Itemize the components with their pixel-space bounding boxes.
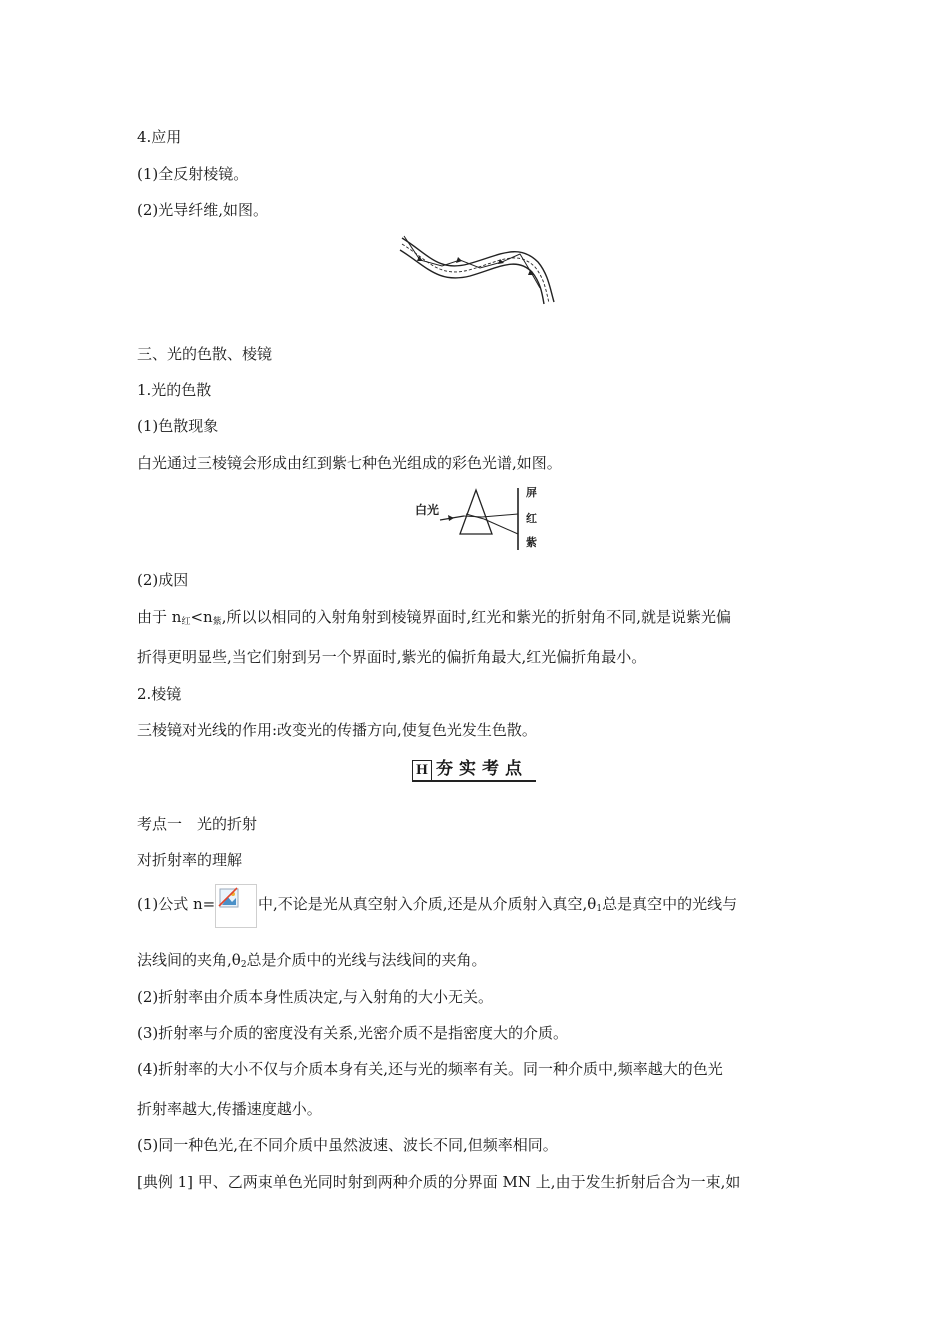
cause-text-c: ,所以以相同的入射角射到棱镜界面时,红光和紫光的折射角不同,就是说紫光偏 [221,608,732,626]
paragraph-cause-2: 折得更明显些,当它们射到另一个界面时,紫光的偏折角最大,红光偏折角最小。 [137,648,647,666]
subheading-refractive-index: 对折射率的理解 [137,851,243,869]
topic-title-refraction: 考点一 光的折射 [137,815,258,833]
normal-text-b: 总是介质中的光线与法线间的夹角。 [246,951,487,969]
cause-text-b: <n [190,608,213,626]
formula-image-placeholder [215,884,257,928]
formula-explanation [258,894,737,919]
paragraph-cause-1 [137,607,731,632]
subscript-red: 红 [181,617,191,627]
formula-lead-text: (1)公式 n= [137,895,216,913]
cause-text-a: 由于 n [137,608,182,626]
paragraph-white-light: 白光通过三棱镜会形成由红到紫七种色光组成的彩色光谱,如图。 [137,454,562,472]
paragraph-normal-angle [137,950,487,975]
heading-application: 4.应用 [137,128,182,146]
prism-dispersion-figure [410,484,550,554]
formula-text-b: 总是真空中的光线与 [602,895,738,913]
banner-underline [412,780,536,782]
paragraph-prism-effect: 三棱镜对光线的作用:改变光的传播方向,使复色光发生色散。 [137,721,537,739]
item-cause: (2)成因 [137,571,189,589]
item-3-density: (3)折射率与介质的密度没有关系,光密介质不是指密度大的介质。 [137,1024,569,1042]
item-5-same-color: (5)同一种色光,在不同介质中虽然波速、波长不同,但频率相同。 [137,1136,558,1154]
section-title-dispersion: 三、光的色散、棱镜 [137,345,273,363]
item-dispersion-phenomenon: (1)色散现象 [137,417,219,435]
optical-fiber-figure [398,232,558,308]
banner-title: 夯实考点 [436,759,528,779]
item-2-refraction: (2)折射率由介质本身性质决定,与入射角的大小无关。 [137,988,494,1006]
screen-label: 屏 [526,486,537,499]
section-banner [412,758,536,782]
subscript-1: 1 [596,904,603,914]
item-total-reflection-prism: (1)全反射棱镜。 [137,165,249,183]
item-4-continued: 折射率越大,传播速度越小。 [137,1100,322,1118]
purple-label: 紫 [526,536,537,549]
subscript-2: 2 [240,960,247,970]
white-light-label: 白光 [415,503,440,517]
normal-text-a: 法线间的夹角,θ [137,951,241,969]
item-4-frequency: (4)折射率的大小不仅与介质本身有关,还与光的频率有关。同一种介质中,频率越大的色光 [137,1060,723,1078]
subheading-prism: 2.棱镜 [137,685,182,703]
red-label: 红 [526,512,537,525]
subheading-dispersion: 1.光的色散 [137,381,212,399]
item-optical-fiber: (2)光导纤维,如图。 [137,201,269,219]
broken-image-icon [216,885,256,927]
example-1: [典例 1] 甲、乙两束单色光同时射到两种介质的分界面 MN 上,由于发生折射后合为一束,如 [137,1173,741,1191]
formula-text-a: 中,不论是光从真空射入介质,还是从介质射入真空,θ [258,895,597,913]
subscript-purple: 紫 [212,617,222,627]
banner-h-badge: H [412,760,432,781]
